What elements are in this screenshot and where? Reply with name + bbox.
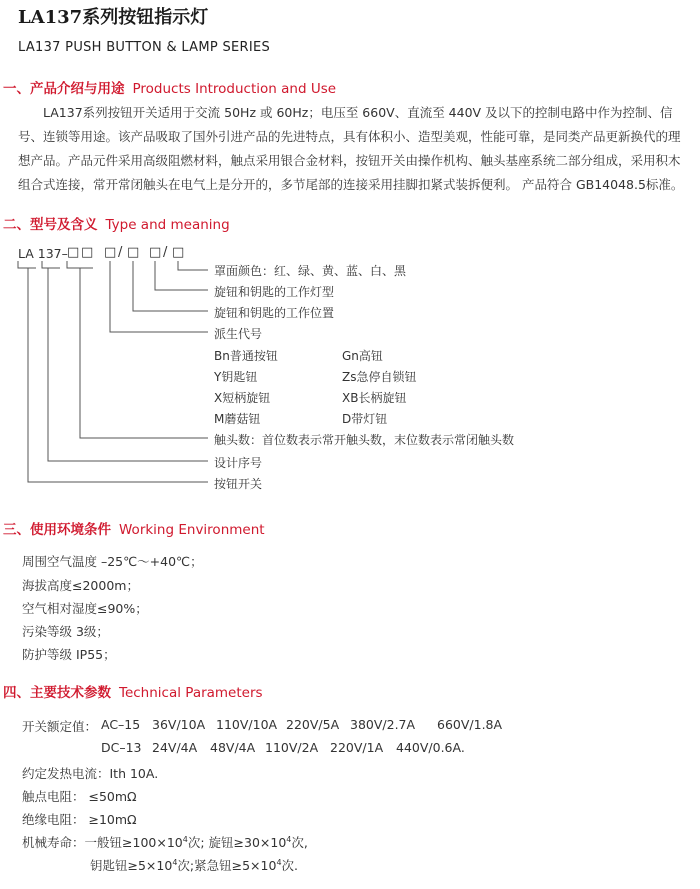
dc-440v: 440V/0.6A. [396,740,465,755]
code-bn: Bn普通按钮 [214,349,278,363]
section-1-text: LA137系列按钮开关适用于交流 50Hz 或 60Hz；电压至 660V、直流至 440V 及以下的控制电路中作为控制、信号、连锁等用途。该产品吸取了国外引进产品的先进特点，具有体积小、造型美观，性能可靠，是同类产品更新换代的理想产品。产品元件采用高级阻燃材料，触点采用银合金材料，按钮开关由操作机构、触头基座系统二部分组成，采用积木组合式连接，常开常闭触头在电气上是分开的，多节尾部的连接采用挂脚扣紧式装拆便利。 产品符合 GB14048.5标准。 [18,105,684,192]
env-humidity: 空气相对湿度≤90%； [22,601,148,616]
mech-emergency: 次;紧急钮≥5×10 [177,858,277,873]
slash-1: / [118,245,123,260]
code-xb: XB长柄旋钮 [342,391,407,405]
box-color: □ [172,245,185,260]
section-3-heading [3,518,265,538]
model-prefix: LA 137– [18,246,68,261]
label-design: 设计序号 [214,456,263,470]
env-temperature: 周围空气温度 –25℃～+40℃； [22,554,203,569]
line-lamp-type [155,261,208,290]
dc-110v: 110V/2A [265,740,319,755]
ac-110v: 110V/10A [216,717,278,732]
rated-label: 开关额定值： [22,719,98,734]
mech-rotary: 次; 旋钮≥30×10 [187,835,287,850]
line-contacts [67,261,208,438]
ac-660v: 660V/1.8A [437,717,503,732]
dc-48v: 48V/4A [210,740,256,755]
label-lamp-type: 旋钮和钥匙的工作灯型 [214,285,335,299]
ac-category: AC–15 [101,717,141,732]
env-altitude: 海拔高度≤2000m； [22,578,139,593]
label-switch: 按钮开关 [214,477,263,491]
dc-220v: 220V/1A [330,740,384,755]
section-4-title-en: Technical Parameters [119,685,263,701]
code-x: X短柄旋钮 [214,391,271,405]
contact-resistance: 触点电阻： ≤50mΩ [22,789,137,804]
line-color [178,261,208,270]
env-protection: 防护等级 IP55； [22,647,116,662]
mechanical-life-2 [90,856,298,874]
section-2-title-cn: 二、型号及含义 [3,217,98,233]
thermal-current: 约定发热电流：Ith 10A. [22,766,159,781]
line-design [42,261,208,461]
mech-key: 钥匙钮≥5×10 [90,858,173,873]
mech-exp-1: 4 [182,834,188,844]
section-4-heading [3,681,263,701]
mech-general: 一般钮≥100×10 [84,835,183,850]
mech-exp-3: 4 [172,857,178,867]
section-3-title-en: Working Environment [119,522,265,538]
box-lamp-type: □ [149,245,162,260]
mech-exp-2: 4 [286,834,292,844]
code-zs: Zs急停自锁钮 [342,370,417,384]
ac-220v: 220V/5A [286,717,340,732]
box-contacts-1: □ [67,245,80,260]
page-title: LA137系列按钮指示灯 [18,7,209,28]
line-position [133,261,208,311]
box-position: □ [127,245,140,260]
mech-end-1: 次, [291,835,308,850]
section-1-title-en: Products Introduction and Use [132,81,337,97]
slash-2: / [163,245,168,260]
insulation-resistance: 绝缘电阻： ≥10mΩ [22,812,137,827]
code-y: Y钥匙钮 [214,370,258,384]
ac-380v: 380V/2.7A [350,717,416,732]
line-switch [18,261,208,482]
section-3-title-cn: 三、使用环境条件 [3,522,111,538]
mech-end-2: 次. [281,858,299,873]
mech-exp-4: 4 [276,857,282,867]
section-2-title-en: Type and meaning [105,217,230,233]
label-position: 旋钮和钥匙的工作位置 [214,306,335,320]
page-subtitle: LA137 PUSH BUTTON & LAMP SERIES [18,40,271,55]
mechanical-life [22,833,308,851]
code-m: M蘑菇钮 [214,412,261,426]
dc-category: DC–13 [101,740,142,755]
label-color: 罩面颜色：红、绿、黄、蓝、白、黑 [214,264,407,278]
line-derived [110,261,208,332]
ac-36v: 36V/10A [152,717,206,732]
code-gn: Gn高钮 [342,349,383,363]
label-derived: 派生代号 [214,327,263,341]
env-pollution: 污染等级 3级； [22,624,109,639]
box-contacts-2: □ [81,245,94,260]
section-1-title-cn: 一、产品介绍与用途 [3,81,125,97]
section-4-title-cn: 四、主要技术参数 [3,685,111,701]
dc-24v: 24V/4A [152,740,198,755]
box-derived: □ [104,245,117,260]
label-contacts: 触头数：首位数表示常开触头数，末位数表示常闭触头数 [214,433,515,447]
mech-label: 机械寿命： [22,835,85,850]
code-d: D带灯钮 [342,412,388,426]
